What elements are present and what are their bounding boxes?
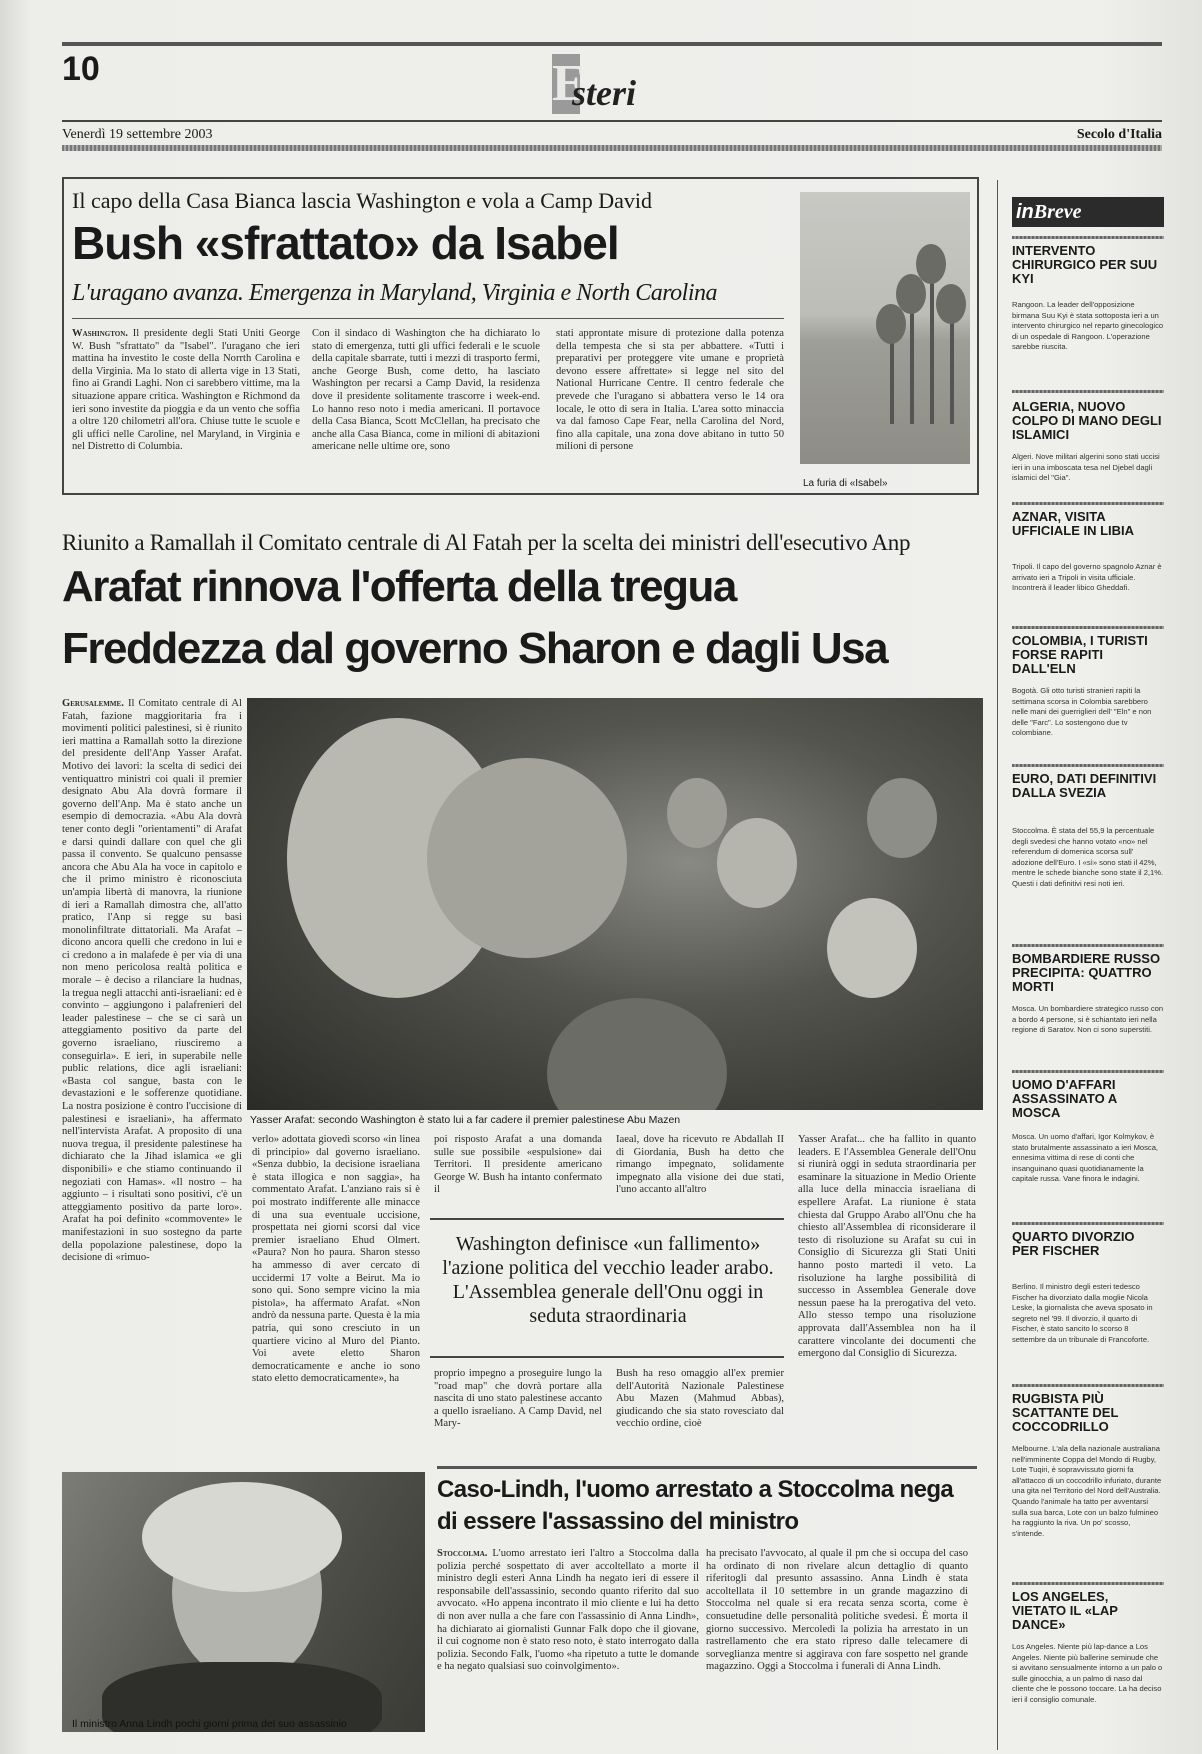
- in-breve-rule: [1012, 502, 1164, 505]
- anna-lindh-photo: [62, 1472, 425, 1732]
- arafat-photo-caption: Yasser Arafat: secondo Washington è stato lui a far cadere il premier palestinese Abu Mazen: [250, 1114, 681, 1126]
- bush-subheadline: L'uragano avanza. Emergenza in Maryland, Virginia e North Carolina: [72, 280, 718, 306]
- arafat-kicker: Riunito a Ramallah il Comitato centrale di Al Fatah per la scelta dei ministri dell'esecutivo Anp: [62, 530, 911, 555]
- hurricane-photo: [800, 192, 970, 464]
- in-breve-item-body: Algeri. Nove militari algerini sono stati uccisi ieri in una imboscata tesa nel Djebel dagli islamici del "Gia".: [1012, 452, 1160, 483]
- newspaper-name: Secolo d'Italia: [1076, 127, 1162, 142]
- in-breve-label-word: Breve: [1033, 201, 1082, 223]
- section-title: steri: [572, 73, 637, 113]
- in-breve-label-in: in: [1016, 201, 1034, 223]
- in-breve-item-title: EURO, DATI DEFINITIVI DALLA SVEZIA: [1012, 771, 1157, 800]
- in-breve-rule: [1012, 764, 1164, 767]
- arafat-headline-line1: Arafat rinnova l'offerta della tregua: [62, 562, 736, 611]
- in-breve-item-title: UOMO D'AFFARI ASSASSINATO A MOSCA: [1012, 1077, 1117, 1120]
- in-breve-item-title: INTERVENTO CHIRURGICO PER SUU KYI: [1012, 243, 1158, 286]
- in-breve-rule: [1012, 1070, 1164, 1073]
- lindh-column-1: [437, 1548, 699, 1674]
- in-breve-item-body: Rangoon. La leader dell'opposizione birmana Suu Kyi è stata sottoposta ieri a un intervento chirurgico nel reparto ginecologico di un ospedale di Rangoon. L'operazione sarebbe riuscita.: [1012, 300, 1164, 352]
- anna-lindh-photo-caption: Il ministro Anna Lindh pochi giorni prima del suo assassinio: [72, 1718, 347, 1730]
- bush-column-1-text: Il presidente degli Stati Uniti George W. Bush "sfrattato" da "Isabel". l'uragano che ieri mattina ha investito le coste della Norrth Carolina e della Virginia. Ma lo stato di allerta vige in 13 Stati, fino ai Grandi Laghi. Non ci sarebbero vittime, ma la situazione appare critica. Washington e Richmond da ieri sono investite da pioggia e da un vento che soffia a oltre 120 chilometri all'ora. Chiuse tutte le scuole e gli uffici nelle Caroline, nel Maryland, in Virginia e nel Distretto di Columbia.: [72, 328, 300, 453]
- section-initial: E: [552, 55, 587, 112]
- in-breve-item-title: AZNAR, VISITA UFFICIALE IN LIBIA: [1012, 509, 1135, 538]
- in-breve-rule: [1012, 236, 1164, 239]
- in-breve-item-title: ALGERIA, NUOVO COLPO DI MANO DEGLI ISLAMICI: [1012, 399, 1162, 442]
- lindh-dateline: Stoccolma.: [437, 1548, 488, 1559]
- in-breve-item-body: Melbourne. L'ala della nazionale australiana nell'imminente Coppa del Mondo di Rugby, Lote Tuqiri, è sopravvissuto giorni fa all'attacco di un coccodrillo infuriato, durante una gita nel Territorio del Nord dell'Australia. Quando l'animale ha tatto per avventarsi sulla sua barca, Lote con un balzo fulmineo ha raggiunto la riva. Un po' scosso, s'intende.: [1012, 1444, 1162, 1538]
- arafat-column-b2: proprio impegno a proseguire lungo la "road map" che dovrà portare alla nascita di uno stato palestinese accanto a quello israeliano. A Camp David, nel Mary-: [434, 1368, 602, 1430]
- in-breve-item-title: LOS ANGELES, VIETATO IL «LAP DANCE»: [1012, 1589, 1118, 1632]
- arafat-column-b: poi risposto Arafat a una domanda sulle sue possibile «espulsione» dai Territori. Il presidente americano George W. Bush ha intanto confermato il: [434, 1134, 602, 1196]
- header-rule: [62, 120, 1162, 122]
- in-breve-item-body: Stoccolma. È stata del 55,9 la percentuale degli svedesi che hanno votato «no» nel referendum di domenica scorsa sull' adozione dell'Euro. I «sì» sono stati il 42%, mentre le schede bianche sono state il 2,1%. Questi i dati definitivi resi noti ieri.: [1012, 826, 1164, 888]
- lindh-column-1-text: L'uomo arrestato ieri l'altro a Stoccolma dalla polizia perché sospettato di aver accoltellato a morte il ministro degli esteri Anna Lindh ha negato ieri di essere il responsabile dell'assassinio, secondo quanto riferito dal suo avvocato. «Ho appena incontrato il mio cliente e lui ha detto di non aver nulla a che fare con l'assassinio di Anna Lindh», ha dichiarato ai giornalisti Gunnar Falk dopo che il giovane, il cui cognome non è stato reso noto, è stato interrogato dalla polizia. Secondo Falk, l'uomo «ha ripetuto a tutte le domande e ha negato qualsiasi suo coinvolgimento».: [437, 1548, 699, 1673]
- bush-column-3: stati approntate misure di protezione dalla potenza della tempesta che si sta per abbattere. «Tutti i preparativi per proteggere vite umane e proprietà devono essere affrettate» si legge nel sito del National Hurricane Centre. Il centro federale che prevede che l'uragano si abbattera verso le 14 ora locale, le otto di sera in Italia. L'area sotto minaccia va dal famoso Cape Fear, nella Carolina del Nord, fino alla capitale, una zona dove abitano in tutto 50 milioni di persone: [556, 328, 784, 453]
- issue-date: Venerdì 19 settembre 2003: [62, 127, 213, 142]
- arafat-column-d: Yasser Arafat... che ha fallito in quanto leaders. E l'Assemblea Generale dell'Onu si riunirà oggi in seduta straordinaria per esaminare la situazione in Medio Oriente alla luce della minaccia israeliana di espellere Arafat. La riunione è stata chiesta dal Gruppo Arabo all'Onu che ha chiesto all'Assemblea di riconsiderare il testo di risoluzione su Arafat su cui in Consiglio di Sicurezza gli Stati Uniti hanno posto martedì il veto. La risoluzione ha larghe possibilità di successo in Assemblea Generale dove nessun paese ha la prerogativa del veto. Allo stesso tempo una risoluzione approvata dall'Assemblea non ha il carattere vincolante dei documenti che emergono dal Consiglio di Sicurezza.: [798, 1134, 976, 1360]
- in-breve-item-title: RUGBISTA PIÙ SCATTANTE DEL COCCODRILLO: [1012, 1391, 1119, 1434]
- in-breve-rule: [1012, 944, 1164, 947]
- arafat-left-column-text: Il Comitato centrale di Al Fatah, fazione maggioritaria fra i movimenti politici palestinesi, si è riunito ieri mattina a Ramallah sotto la direzione del presidente dell'Anp Yasser Arafat. Motivo dei lavori: la scelta di sedici dei ventiquattro ministri coi quali il premier designato Abu Ala dovrà formare il governo dell'Anp. Ma è stato anche un esempio di democrazia. «Abu Ala dovrà tener conto degli "orientamenti" di Arafat e darsi quindi dallare con quel che gli passa il convento. Se qualcuno pensasse ancora che Abu Ala ha voce in capitolo e che il primo ministro è riconosciuta un'ampia libertà di manovra, la riunione di ieri a Ramallah dimostra che, all'atto pratico, l'Anp si regge su basi monolinfiltrate dittatoriali. Ma Arafat – dicono ancora quelli che credono in lui e ci credono a in malafede è per via di una non meno pericolosa realtà politica e morale – è deciso a rilanciare la hudnas, la tregua negli attacchi anti-israeliani: ed è convinto – aggiungono i palafrenieri del leader palestinese – che se ci sarà un atteggiamento positivo da parte del governo israeliano, riusciremo a conseguirla». E ieri, in superabile nelle public relations, dice agli israeliani: «Basta col sangue, basta con le devastazioni e le sofferenze quotidiane. La nostra posizione è contro l'uccisione di palestinesi e israeliani», ha affermato nell'intervista Arafat. A proposito di una nuova tregua, il presidente palestinese ha dichiarato che la Jihad islamica «e gli disponibili» e che stiamo continuando il negoziati con Hamas». «Il nostro – ha aggiunto – i risultati sono positivi, c'è un atteggiamento positivo da parte loro». Arafat ha poi definito «commovente» le manifestazioni in suo sostegno da parte della popolazione palestinese, dopo la decisione di «rimuo-: [62, 698, 243, 1264]
- in-breve-item-body: Berlino. Il ministro degli esteri tedesco Fischer ha divorziato dalla moglie Nicola Leske, la giornalista che aveva sposato in segreto nel '99. Il divorzio, il quarto di Fischer, è stato sancito lo scorso 8 settembre da un tribunale di Francoforte.: [1012, 1282, 1153, 1344]
- lindh-headline: Caso-Lindh, l'uomo arrestato a Stoccolma nega di essere l'assassino del ministro: [437, 1476, 954, 1535]
- in-breve-item-body: Tripoli. Il capo del governo spagnolo Aznar è arrivato ieri a Tripoli in visita ufficiale. Incontrerà il leader libico Gheddafi.: [1012, 562, 1162, 593]
- in-breve-item-title: BOMBARDIERE RUSSO PRECIPITA: QUATTRO MORTI: [1012, 951, 1161, 994]
- hurricane-photo-caption: La furia di «Isabel»: [803, 478, 888, 489]
- in-breve-header: [1012, 197, 1164, 227]
- in-breve-item-title: COLOMBIA, I TURISTI FORSE RAPITI DALL'ELN: [1012, 633, 1148, 676]
- in-breve-rule: [1012, 626, 1164, 629]
- in-breve-item-body: Los Angeles. Niente più lap-dance a Los Angeles. Niente più ballerine seminude che si avvitano sensualmente intorno a un palo o sulle ginocchia, a un palmo di naso dal cliente che le possono toccare. La ha deciso ieri il consiglio comunale.: [1012, 1642, 1163, 1704]
- lindh-column-2: ha precisato l'avvocato, al quale il pm che si occupa del caso ha ordinato di non rivelare alcun dettaglio di quanto riferitogli dal presunto assassino. Anna Lindh è stata accoltellata il 10 settembre in un grande magazzino di Stoccolma nel quale si era recata senza scorta, come è consuetudine delle personalità politiche svedesi. È morta il giorno successivo. Mercoledì la polizia ha arrestato in un rastrellamento che era stato ripreso dalle telecamere di sorveglianza mentre si aggirava con fare sospetto nel grande magazzino. Oggi a Stoccolma i funerali di Anna Lindh.: [706, 1548, 968, 1673]
- in-breve-item-body: Mosca. Un bombardiere strategico russo con a bordo 4 persone, si è schiantato ieri nella regione di Saratov. Non ci sono superstiti.: [1012, 1004, 1164, 1035]
- arafat-column-c2: Bush ha reso omaggio all'ex premier dell'Autorità Nazionale Palestinese Abu Mazen (Mahmud Abbas), giudicando che sia stato rovesciato dal vecchio ordine, cioè: [616, 1368, 784, 1430]
- arafat-left-column: [62, 698, 242, 1265]
- header-rule-dotted: [62, 145, 1162, 151]
- arafat-crowd-photo: [247, 698, 983, 1110]
- arafat-pullquote: Washington definisce «un fallimento» l'azione politica del vecchio leader arabo. L'Assemblea generale dell'Onu oggi in seduta straordinaria: [442, 1233, 774, 1327]
- sidebar-divider: [997, 180, 998, 1750]
- arafat-column-a: verlo» adottata giovedì scorso «in linea di principio» dal governo israeliano. «Senza dubbio, la decisione israeliana è stata illogica e non saggia», ha commentato Arafat. L'anziano raìs si è poi mostrato indifferente alle minacce di una sua eventuale uccisione, prospettata nei giorni scorsi dal vice premier israeliano Ehud Olmert. «Paura? Non ho paura. Sharon stesso ha ammesso di aver cercato di uccidermi 17 volte a Beirut. Ma io sono qui. Sono sempre vicino la mia pistola», ha affermato Arafat. «Non andrò da nessuna parte. Questa è la mia patria, qui sono cresciuto in un quartiere vicino al Muro del Pianto. Voi avete eletto Sharon democraticamente e anche io sono stato eletto democraticamente», ha: [252, 1134, 420, 1385]
- bush-headline: Bush «sfrattato» da Isabel: [72, 217, 619, 269]
- in-breve-rule: [1012, 1384, 1164, 1387]
- in-breve-rule: [1012, 390, 1164, 393]
- in-breve-item-body: Mosca. Un uomo d'affari, Igor Kolmykov, è stato brutalmente assassinato a ieri Mosca, ennesima vittima di rese di conti che insanguinano quasi quotidianamente la capitale russa. Vane finora le indagini.: [1012, 1132, 1159, 1184]
- arafat-column-c: Iaeal, dove ha ricevuto re Abdallah II di Giordania, Bush ha detto che rimango impegnato, solidamente impegnato alla visione dei due stati, l'uno accanto all'altro: [616, 1134, 784, 1196]
- bush-dateline: Washington.: [72, 328, 128, 339]
- bush-rule: [72, 318, 784, 319]
- header-top-rule: [62, 42, 1162, 46]
- arafat-dateline: Gerusalemme.: [62, 698, 124, 709]
- bush-kicker: Il capo della Casa Bianca lascia Washington e vola a Camp David: [72, 188, 653, 213]
- in-breve-item-title: QUARTO DIVORZIO PER FISCHER: [1012, 1229, 1135, 1258]
- bush-column-1: [72, 328, 300, 454]
- in-breve-item-body: Bogotà. Gli otto turisti stranieri rapiti la settimana scorsa in Colombia sarebbero nelle mani dei guerriglieri dell' "Eln" e non delle "Farc". Lo sostengono due tv colombiane.: [1012, 686, 1152, 738]
- arafat-headline-line2: Freddezza dal governo Sharon e dagli Usa: [62, 624, 888, 673]
- in-breve-rule: [1012, 1222, 1164, 1225]
- bush-column-2: Con il sindaco di Washington che ha dichiarato lo stato di emergenza, tutti gli uffici federali e le scuole della capitale sbarrate, tutti i mezzi di trasporto fermi, anche George Bush, come detto, ha lasciato Washington per recarsi a Camp David, la residenza dove il presidente solitamente trascorre i week-end. Lo hanno reso noto i media americani. Il portavoce della Casa Bianca, Scott McClellan, ha precisato che anche alla Casa Bianca, come in milioni di abitazioni americane nelle ultime ore, sono: [312, 328, 540, 453]
- in-breve-rule: [1012, 1582, 1164, 1585]
- lindh-rule: [437, 1466, 977, 1469]
- page-number: 10: [62, 50, 100, 88]
